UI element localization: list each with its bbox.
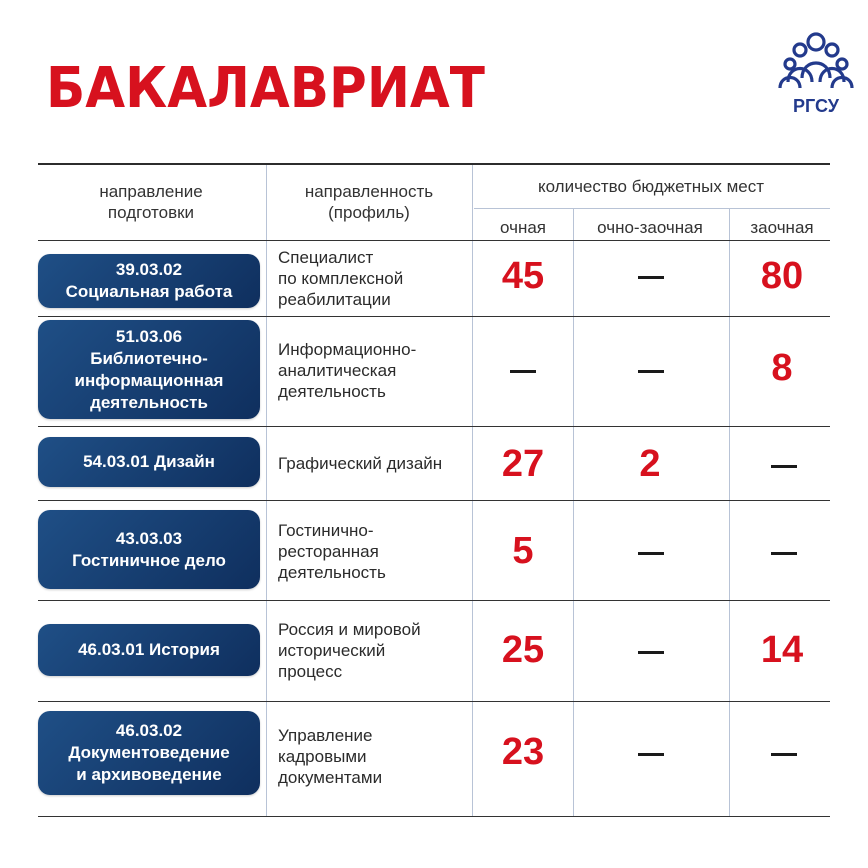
people-icon	[776, 30, 856, 96]
extramural-count: 80	[760, 255, 804, 297]
part-time-dash	[638, 276, 664, 279]
direction-name: Документоведение и архивоведение	[68, 743, 230, 784]
direction-badge	[38, 711, 260, 795]
direction-badge	[38, 510, 260, 589]
logo-text: РГСУ	[793, 96, 839, 116]
part-time-dash	[638, 552, 664, 555]
extramural-dash	[771, 465, 797, 468]
header-direction: направление подготовки	[99, 182, 203, 222]
column-divider	[266, 165, 267, 817]
direction-code: 51.03.06	[115, 326, 183, 346]
row-separator	[38, 426, 830, 427]
direction-name: 54.03.01 Дизайн	[83, 452, 215, 471]
profile-text: Россия и мировой исторический процесс	[278, 619, 421, 681]
row-separator	[38, 701, 830, 702]
direction-badge	[38, 254, 260, 308]
part-time-count: 2	[639, 443, 661, 485]
profile-text: Гостинично- ресторанная деятельность	[278, 520, 386, 582]
profile-text: Графический дизайн	[278, 453, 443, 473]
column-divider	[729, 208, 730, 817]
direction-name: Гостиничное дело	[72, 550, 226, 570]
profile-text: Управление кадровыми документами	[278, 725, 383, 787]
direction-name: Социальная работа	[65, 282, 233, 301]
direction-badge	[38, 320, 260, 419]
top-rule	[38, 163, 830, 165]
direction-code: 46.03.02	[115, 721, 183, 740]
part-time-dash	[638, 651, 664, 654]
full-time-count: 25	[501, 629, 545, 671]
header-profile: направленность (профиль)	[304, 182, 434, 222]
full-time-dash	[510, 370, 536, 373]
extramural-count: 14	[760, 629, 804, 671]
direction-badge	[38, 624, 260, 676]
extramural-count: 8	[771, 347, 793, 389]
rgsu-logo	[776, 30, 856, 126]
profile-text: Информационно- аналитическая деятельность	[278, 339, 417, 401]
header-budget: количество бюджетных мест	[537, 177, 765, 196]
page-title: БАКАЛАВРИАТ	[46, 56, 485, 121]
direction-badge	[38, 437, 260, 487]
extramural-dash	[771, 753, 797, 756]
header-full-time: очная	[500, 218, 546, 237]
header-extramural: заочная	[750, 218, 814, 237]
direction-code: 43.03.03	[115, 528, 183, 548]
full-time-count: 45	[501, 255, 545, 297]
full-time-count: 23	[501, 731, 545, 773]
full-time-count: 5	[512, 530, 534, 572]
subheader-rule	[474, 208, 830, 209]
part-time-dash	[638, 753, 664, 756]
part-time-dash	[638, 370, 664, 373]
row-separator	[38, 240, 830, 241]
direction-name: Библиотечно- информационная деятельность	[74, 348, 224, 412]
extramural-dash	[771, 552, 797, 555]
column-divider	[573, 208, 574, 817]
direction-code: 39.03.02	[115, 260, 183, 279]
profile-text: Специалист по комплексной реабилитации	[278, 247, 404, 309]
direction-name: 46.03.01 История	[78, 640, 220, 659]
header-part-time: очно-заочная	[597, 218, 703, 237]
row-separator	[38, 600, 830, 601]
full-time-count: 27	[501, 443, 545, 485]
row-separator	[38, 816, 830, 817]
row-separator	[38, 316, 830, 317]
row-separator	[38, 500, 830, 501]
